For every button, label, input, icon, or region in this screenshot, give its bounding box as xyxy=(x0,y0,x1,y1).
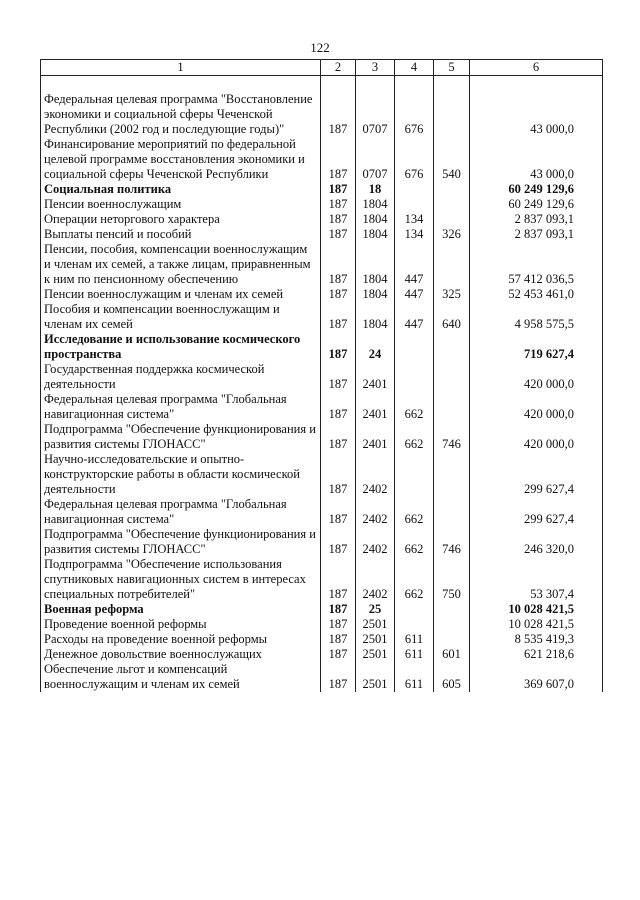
row-target-code: 662 xyxy=(395,557,434,602)
table-row xyxy=(41,632,603,647)
row-ministry-code: 187 xyxy=(321,662,356,692)
row-name: Военная реформа xyxy=(41,602,321,617)
row-ministry-code: 187 xyxy=(321,617,356,632)
row-name: Проведение военной реформы xyxy=(41,617,321,632)
row-name: Социальная политика xyxy=(41,182,321,197)
row-expense-code xyxy=(434,452,470,497)
row-target-code xyxy=(395,182,434,197)
row-section-code: 2402 xyxy=(356,452,395,497)
row-ministry-code: 187 xyxy=(321,602,356,617)
table-row xyxy=(41,602,603,617)
row-amount: 60 249 129,6 xyxy=(470,197,603,212)
row-target-code xyxy=(395,617,434,632)
row-ministry-code: 187 xyxy=(321,647,356,662)
row-ministry-code: 187 xyxy=(321,362,356,392)
table-row xyxy=(41,527,603,557)
row-name: Финансирование мероприятий по федеральной целевой программе восстановления экономики и социальной сферы Чеченской Республики xyxy=(41,137,321,182)
table-body xyxy=(41,92,603,692)
table-spacer-row xyxy=(41,76,603,93)
row-section-code: 2401 xyxy=(356,392,395,422)
row-expense-code: 605 xyxy=(434,662,470,692)
row-name: Исследование и использование космического пространства xyxy=(41,332,321,362)
row-target-code: 611 xyxy=(395,662,434,692)
row-expense-code: 326 xyxy=(434,227,470,242)
row-name: Федеральная целевая программа "Восстановление экономики и социальной сферы Чеченской Республики (2002 год и последующие годы)" xyxy=(41,92,321,137)
budget-table xyxy=(40,59,603,692)
row-amount: 420 000,0 xyxy=(470,362,603,392)
row-target-code: 447 xyxy=(395,242,434,287)
row-amount: 43 000,0 xyxy=(470,92,603,137)
row-section-code: 1804 xyxy=(356,227,395,242)
row-amount: 299 627,4 xyxy=(470,497,603,527)
row-expense-code xyxy=(434,602,470,617)
table-row xyxy=(41,242,603,287)
row-target-code: 662 xyxy=(395,497,434,527)
row-section-code: 2501 xyxy=(356,647,395,662)
row-amount: 10 028 421,5 xyxy=(470,602,603,617)
row-amount: 369 607,0 xyxy=(470,662,603,692)
row-section-code: 2401 xyxy=(356,362,395,392)
row-amount: 52 453 461,0 xyxy=(470,287,603,302)
row-ministry-code: 187 xyxy=(321,557,356,602)
row-section-code: 2501 xyxy=(356,662,395,692)
row-name: Выплаты пенсий и пособий xyxy=(41,227,321,242)
row-amount: 420 000,0 xyxy=(470,422,603,452)
row-expense-code: 750 xyxy=(434,557,470,602)
row-section-code: 24 xyxy=(356,332,395,362)
table-row xyxy=(41,332,603,362)
row-expense-code xyxy=(434,497,470,527)
row-expense-code xyxy=(434,362,470,392)
header-col-6: 6 xyxy=(470,60,603,76)
row-amount: 43 000,0 xyxy=(470,137,603,182)
row-expense-code xyxy=(434,182,470,197)
row-target-code xyxy=(395,602,434,617)
row-name: Пособия и компенсации военнослужащим и членам их семей xyxy=(41,302,321,332)
row-section-code: 2402 xyxy=(356,497,395,527)
row-expense-code xyxy=(434,242,470,287)
row-expense-code xyxy=(434,392,470,422)
row-ministry-code: 187 xyxy=(321,197,356,212)
row-ministry-code: 187 xyxy=(321,392,356,422)
table-row xyxy=(41,92,603,137)
row-expense-code xyxy=(434,212,470,227)
table-row xyxy=(41,362,603,392)
row-ministry-code: 187 xyxy=(321,422,356,452)
page-number: 122 xyxy=(310,40,330,55)
row-target-code: 447 xyxy=(395,302,434,332)
row-amount: 719 627,4 xyxy=(470,332,603,362)
row-ministry-code: 187 xyxy=(321,212,356,227)
row-expense-code: 746 xyxy=(434,527,470,557)
header-col-4: 4 xyxy=(395,60,434,76)
table-row xyxy=(41,197,603,212)
row-name: Подпрограмма "Обеспечение функционирования и развития системы ГЛОНАСС" xyxy=(41,422,321,452)
row-name: Федеральная целевая программа "Глобальная навигационная система" xyxy=(41,497,321,527)
row-ministry-code: 187 xyxy=(321,287,356,302)
row-expense-code: 640 xyxy=(434,302,470,332)
row-target-code: 447 xyxy=(395,287,434,302)
row-target-code: 676 xyxy=(395,137,434,182)
row-name: Пенсии военнослужащим xyxy=(41,197,321,212)
row-ministry-code: 187 xyxy=(321,242,356,287)
row-name: Пенсии, пособия, компенсации военнослужащим и членам их семей, а также лицам, приравненным к ним по пенсионному обеспечению xyxy=(41,242,321,287)
row-ministry-code: 187 xyxy=(321,332,356,362)
header-col-5: 5 xyxy=(434,60,470,76)
row-section-code: 2402 xyxy=(356,527,395,557)
row-ministry-code: 187 xyxy=(321,227,356,242)
row-name: Пенсии военнослужащим и членам их семей xyxy=(41,287,321,302)
row-target-code: 662 xyxy=(395,527,434,557)
table-row xyxy=(41,647,603,662)
row-section-code: 1804 xyxy=(356,212,395,227)
row-expense-code: 325 xyxy=(434,287,470,302)
row-target-code xyxy=(395,197,434,212)
row-target-code xyxy=(395,452,434,497)
row-target-code: 134 xyxy=(395,212,434,227)
row-section-code: 0707 xyxy=(356,137,395,182)
table-row xyxy=(41,287,603,302)
header-col-3: 3 xyxy=(356,60,395,76)
row-ministry-code: 187 xyxy=(321,182,356,197)
row-ministry-code: 187 xyxy=(321,527,356,557)
row-target-code: 662 xyxy=(395,422,434,452)
table-row xyxy=(41,137,603,182)
row-target-code: 134 xyxy=(395,227,434,242)
row-section-code: 1804 xyxy=(356,287,395,302)
table-header-row xyxy=(41,60,603,76)
row-name: Подпрограмма "Обеспечение использования спутниковых навигационных систем в интересах специальных потребителей" xyxy=(41,557,321,602)
header-col-1: 1 xyxy=(41,60,321,76)
row-amount: 8 535 419,3 xyxy=(470,632,603,647)
row-target-code xyxy=(395,332,434,362)
table-row xyxy=(41,302,603,332)
table-row xyxy=(41,452,603,497)
row-ministry-code: 187 xyxy=(321,452,356,497)
row-ministry-code: 187 xyxy=(321,497,356,527)
row-ministry-code: 187 xyxy=(321,92,356,137)
row-name: Обеспечение льгот и компенсаций военнослужащим и членам их семей xyxy=(41,662,321,692)
row-name: Денежное довольствие военнослужащих xyxy=(41,647,321,662)
row-name: Расходы на проведение военной реформы xyxy=(41,632,321,647)
row-target-code xyxy=(395,362,434,392)
header-col-2: 2 xyxy=(321,60,356,76)
row-amount: 60 249 129,6 xyxy=(470,182,603,197)
row-amount: 299 627,4 xyxy=(470,452,603,497)
row-expense-code: 746 xyxy=(434,422,470,452)
row-amount: 57 412 036,5 xyxy=(470,242,603,287)
table-row xyxy=(41,422,603,452)
row-name: Федеральная целевая программа "Глобальная навигационная система" xyxy=(41,392,321,422)
row-section-code: 0707 xyxy=(356,92,395,137)
row-section-code: 25 xyxy=(356,602,395,617)
row-name: Научно-исследовательские и опытно-конструкторские работы в области космической деятельности xyxy=(41,452,321,497)
row-target-code: 662 xyxy=(395,392,434,422)
row-section-code: 2401 xyxy=(356,422,395,452)
row-target-code: 611 xyxy=(395,632,434,647)
row-amount: 53 307,4 xyxy=(470,557,603,602)
row-name: Подпрограмма "Обеспечение функционирования и развития системы ГЛОНАСС" xyxy=(41,527,321,557)
table-row xyxy=(41,212,603,227)
table-row xyxy=(41,392,603,422)
row-name: Операции неторгового характера xyxy=(41,212,321,227)
row-name: Государственная поддержка космической деятельности xyxy=(41,362,321,392)
table-row xyxy=(41,182,603,197)
row-section-code: 2501 xyxy=(356,632,395,647)
row-amount: 2 837 093,1 xyxy=(470,212,603,227)
table-row xyxy=(41,497,603,527)
row-section-code: 2402 xyxy=(356,557,395,602)
row-amount: 10 028 421,5 xyxy=(470,617,603,632)
row-expense-code xyxy=(434,197,470,212)
row-target-code: 676 xyxy=(395,92,434,137)
row-amount: 4 958 575,5 xyxy=(470,302,603,332)
row-ministry-code: 187 xyxy=(321,137,356,182)
row-amount: 2 837 093,1 xyxy=(470,227,603,242)
row-expense-code: 540 xyxy=(434,137,470,182)
row-amount: 621 218,6 xyxy=(470,647,603,662)
table-row xyxy=(41,227,603,242)
row-section-code: 1804 xyxy=(356,302,395,332)
row-section-code: 18 xyxy=(356,182,395,197)
row-expense-code xyxy=(434,617,470,632)
row-ministry-code: 187 xyxy=(321,302,356,332)
row-amount: 246 320,0 xyxy=(470,527,603,557)
table-row xyxy=(41,662,603,692)
row-ministry-code: 187 xyxy=(321,632,356,647)
row-expense-code: 601 xyxy=(434,647,470,662)
row-target-code: 611 xyxy=(395,647,434,662)
row-expense-code xyxy=(434,332,470,362)
row-expense-code xyxy=(434,632,470,647)
row-section-code: 1804 xyxy=(356,242,395,287)
row-section-code: 1804 xyxy=(356,197,395,212)
row-expense-code xyxy=(434,92,470,137)
table-row xyxy=(41,617,603,632)
row-amount: 420 000,0 xyxy=(470,392,603,422)
table-row xyxy=(41,557,603,602)
row-section-code: 2501 xyxy=(356,617,395,632)
